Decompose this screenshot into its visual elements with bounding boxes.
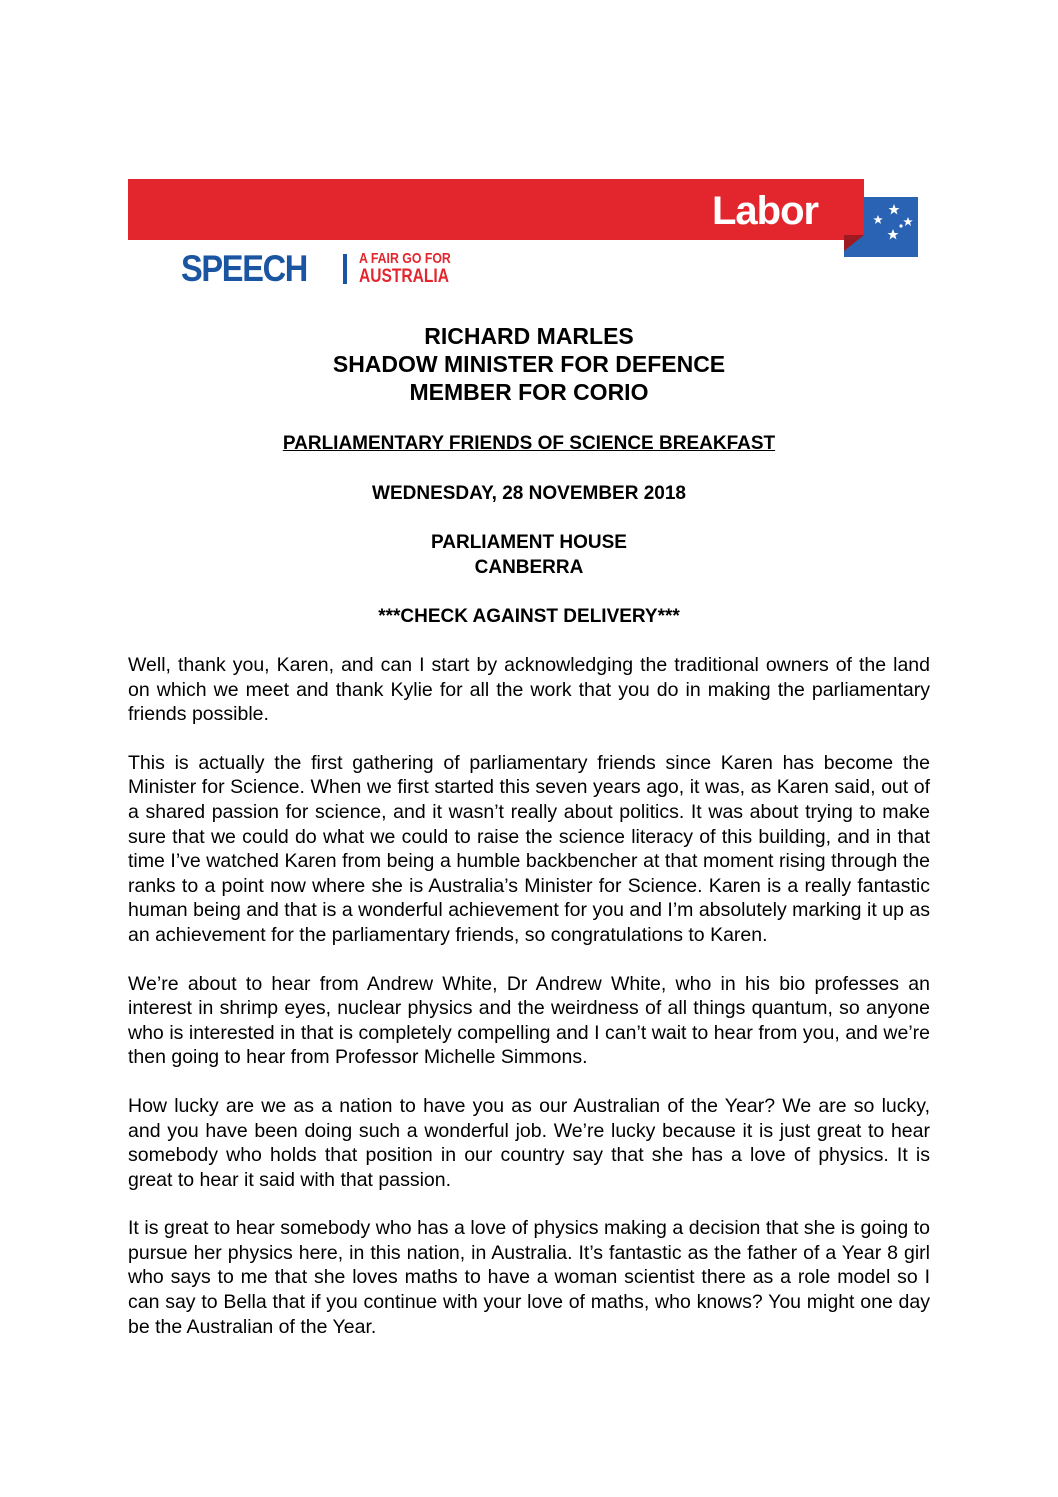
tagline-line-2: AUSTRALIA <box>359 266 450 287</box>
delivery-notice <box>128 604 930 629</box>
speaker-name: RICHARD MARLES <box>424 323 634 349</box>
speaker-electorate: MEMBER FOR CORIO <box>409 379 649 405</box>
document-type-label: SPEECH <box>181 248 307 289</box>
speech-body <box>128 653 930 1363</box>
event-venue: PARLIAMENT HOUSE <box>431 532 627 553</box>
speech-paragraph: How lucky are we as a nation to have you as our Australian of the Year? We are so lucky, and you have been doing such a wonderful job. We’re lucky because it is just great to hear somebody who holds that position in our country say that she has a love of physics. It is great to hear it said with that passion. <box>128 1094 930 1191</box>
tagline-line-1: A FAIR GO FOR <box>359 250 451 267</box>
speaker-title: SHADOW MINISTER FOR DEFENCE <box>332 351 726 377</box>
speech-paragraph: Well, thank you, Karen, and can I start by acknowledging the traditional owners of the land on which we meet and thank Kylie for all the work that you do in making the parliamentary friends possible. <box>128 654 930 726</box>
speech-paragraph: This is actually the first gathering of parliamentary friends since Karen has become the Minister for Science. When we first started this seven years ago, it was, as Karen said, out of a shared passion for science, and it wasn’t really about politics. It was about trying to make sure that we could do what we could to raise the science literacy of this building, and in that time I’ve watched Karen from being a humble backbencher at that moment rising through the ranks to a point now where she is Australia’s Minister for Science. Karen is a really fantastic human being and that is a wonderful achievement for you and I’m absolutely marking it up as an achievement for the parliamentary friends, so congratulations to Karen. <box>128 751 930 946</box>
check-against-delivery: ***CHECK AGAINST DELIVERY*** <box>378 606 680 627</box>
logo-fold <box>844 197 864 235</box>
labor-wordmark: Labor <box>712 189 819 233</box>
speech-paragraph: It is great to hear somebody who has a love of physics making a decision that she is going to pursue her physics here, in this nation, in Australia. It’s fantastic as the father of a Year 8 girl who says to me that she loves maths to have a woman scientist there as a role model so I can say to Bella that if you continue with your love of maths, who knows? You might one day be the Australian of the Year. <box>128 1217 930 1338</box>
event-name: PARLIAMENTARY FRIENDS OF SCIENCE BREAKFAST <box>282 433 776 454</box>
date-heading <box>128 481 930 506</box>
campaign-tagline <box>359 251 451 286</box>
event-heading <box>128 431 930 456</box>
event-city: CANBERRA <box>474 557 584 578</box>
speech-paragraph: We’re about to hear from Andrew White, Dr Andrew White, who in his bio professes an interest in shrimp eyes, nuclear physics and the weirdness of all things quantum, so anyone who is interested in that is completely compelling and I can’t wait to hear from you, and we’re then going to hear from Professor Michelle Simmons. <box>128 972 930 1069</box>
header-divider <box>343 254 347 284</box>
event-date: WEDNESDAY, 28 NOVEMBER 2018 <box>372 483 686 504</box>
star-icon <box>899 224 902 227</box>
venue-heading <box>128 530 930 580</box>
speaker-heading <box>128 322 930 406</box>
